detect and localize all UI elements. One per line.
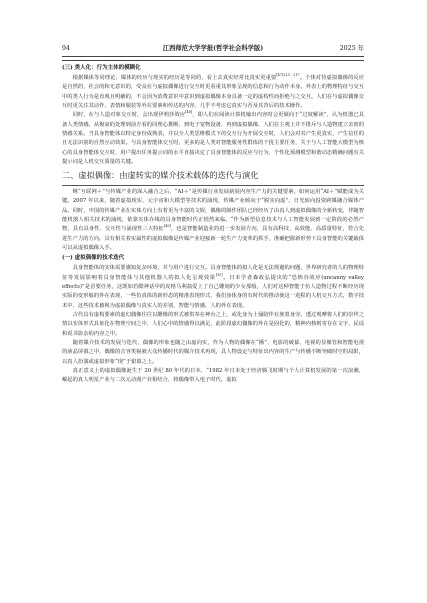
paragraph: [62, 111, 364, 167]
paragraph: [62, 367, 364, 386]
publication-year: 2025 年: [339, 45, 364, 52]
text-span: 古代具有虚构要素的虚幻偶像往往以雕像的形式被供奉在神台之上，或化身为土俑陪伴在族墓身旁。透过观摩将人们的崇拜之情以实体形式具象化在物理空间之中，人们心中的情感得以满足，此阶段虚幻偶像的外在是固化的，精神内核则寄存在文字、民谣和说书影杂的内容之中。: [62, 311, 364, 337]
page-number: 94: [62, 45, 71, 52]
text-span: 具身智能体的实体需要感知复杂环境，并与用户进行交互。具身智能体的拟人化是无法规避的问题，世界研究者的人的物理特征等发展影响着具身智能体与其他机器人的拟人化呈现效果: [62, 265, 364, 281]
text-span: 同时，在与人造对象交互时，会出现伊莉莎效应: [72, 112, 186, 119]
paragraph: [62, 188, 364, 253]
citation-ref: [50]: [215, 272, 223, 277]
text-span: 根据媒体等同理论，媒体的经历与现实的经历是等同的，看上去真实经常比真实更重要: [72, 74, 277, 81]
running-header: [62, 43, 364, 55]
citation-ref: [47]213 - 217: [276, 73, 300, 78]
section-heading: 二、虚拟偶像：由虚转实的媒介技术载体的迭代与演化: [62, 170, 259, 181]
subsection-heading: (三) 类人化：行为主体的模糊化: [62, 65, 141, 71]
paragraph: [62, 74, 364, 111]
citation-ref: [49]: [163, 224, 171, 229]
subsection-heading: (一) 虚拟偶像的技术迭代: [62, 255, 125, 262]
text-span: ，也是智能制造业的进一步发展方向，具有高科技、高效能、高质量特征，符合先进生产力的方向。具有相关着实属性的虚拟偶像是传媒产业迎接新一轮生产力变革的抓手，准确把握新形势下具身智能的关键载体可以从虚拟偶像入手。: [62, 226, 364, 251]
text-span: 随着媒介技术的发展与迭代，偶像的形象也随之由虚向实，作为人物的偶像在“播”、电影的破幕、电视的显像管和智能电视的液晶屏幕之中，偶像的音容笑貌被大众传播时代的媒介技术再现，具人物设定与特征出内容的生产与传播不断突破时空的局限，以真人扮演或虚拟形象“现”于银幕之上。: [62, 340, 364, 365]
paragraph: [62, 339, 364, 367]
paragraph: [62, 264, 364, 311]
text-span: 。个体对待虚拟偶像的反应是自然的，社会的和无意识的，受众在与虚拟偶像进行交互时更看重其形象呈现的信息和行为动作本身。外表上的物理特征与交互中的类人行为是直观且明确的，不会因为消费意识中意识到虚拟偶像本身具备一定的虚构性而拒绝与之交互。人们在与虚拟偶像交互时更关注其动作、表情和服装等外在要素和传达的内容，几乎不考虑它真实与否及其背后的技术操作。: [62, 74, 364, 109]
text-span: 。日本学者森政弘提出的“恐怖谷效应(uncanny valley effects)”是首要任务，这既如若酷神话中的皮格马利翁爱上了自己雕刻的少女那般，人们对这种智能于仿人造物过程不断经历现实版的变形般的外在表现，一些仿真体的新形态的精准表现形式，我们身体身的有时代的推动使这一进程的人机交互方式，数字技术中，这些技术被视为虚拟偶像与真实人的差别，智能与情感，人的外在表现。: [62, 274, 364, 309]
text-span: ，即人们在阅读计算机输出内容时会更倾向于“过度解读”，认为机器已具备人类情感。从极衰的处理到前方看的同理心推断，到电子宠物设备，再到虚拟偶像，人们在主观上并不排斥与人造物建立亲密的情感关系。当具身智能体以特定身份成熟表，并以全人类思维模式下的交互行为开展交互时，人们会对其产生更真实，产生信任的且无法识别的自然互动效果。与具身智能体交互时，更多的是人类对智能服务性群体的干扰主要任务，关于与人工智能大模型为核心的具身智能体交互时，用户提出任务提示词的水平直接决定了具身智能体的反应与行为，个性化预测模型和谐动态精确问题有关提示词是人机交互质量的关键。: [62, 112, 364, 165]
text-span: 继“互联网＋”与传媒产业的深入融合之后，“AI＋”是传媒行业发展新展内容生产力的关键要素，如何运用“AI＋”赋能成为关键。2007 年以来，随着虚拟现实、元宇宙和大模型等技术的涌现，传媒产业倾向于“脱实向虚”，日光转向投资跨媒融合媒体产品。同时，中国的传媒产业在实体方向上有着更为丰富的文娱，偶像的制作团队已经经历了由真人到虚拟偶像的全新转变，伴随智能机器人相关技术的涌现，依靠实体在线的具身智能时代正悄然来临。“作为新型信息技术与人工智能发展到一定阶段的必然产物，具有具身性、交互性与涌现性三大特征: [62, 188, 364, 233]
section-rule: [62, 185, 364, 186]
header-rule: [62, 56, 364, 61]
journal-name: 江西师范大学学报(哲学社会科学版): [162, 45, 264, 52]
paragraph: [62, 311, 364, 339]
citation-ref: [48]: [185, 110, 193, 115]
article-body: [62, 63, 364, 386]
text-span: 真正意义上的虚拟偶像诞生于 20 世纪 80 年代的日本，“1982 年日本处于经济腾飞时期与个人计算机发展的第一次浪潮，崛起的真人明星产业与二次元动漫产业相结合，将偶像带入电子时代，虚拟: [62, 368, 364, 384]
